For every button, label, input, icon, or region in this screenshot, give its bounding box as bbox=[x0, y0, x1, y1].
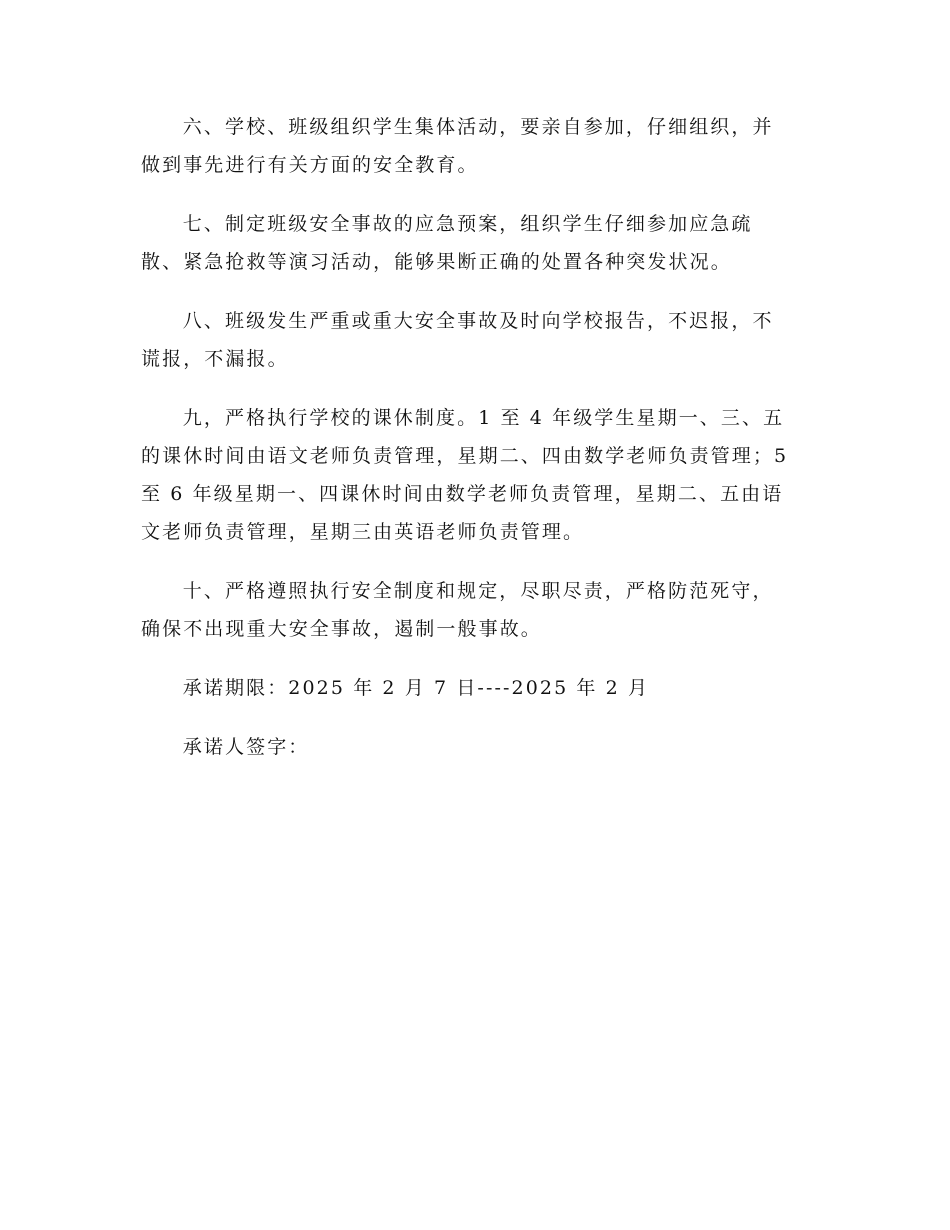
commitment-signature bbox=[141, 728, 809, 766]
paragraph-line: 散、紧急抢救等演习活动，能够果断正确的处置各种突发状况。 bbox=[141, 251, 732, 273]
commitment-period bbox=[141, 669, 809, 707]
document-body bbox=[141, 108, 809, 787]
paragraph-line: 十、严格遵照执行安全制度和规定，尽职尽责，严格防范死守， bbox=[182, 580, 774, 602]
paragraph-line: 确保不出现重大安全事故，遏制一般事故。 bbox=[141, 618, 542, 640]
paragraph-item-8 bbox=[141, 302, 809, 378]
paragraph-line: 七、制定班级安全事故的应急预案，组织学生仔细参加应急疏 bbox=[182, 213, 753, 235]
paragraph-line: 六、学校、班级组织学生集体活动，要亲自参加，仔细组织，并 bbox=[182, 116, 774, 138]
paragraph-item-6 bbox=[141, 108, 809, 184]
paragraph-item-9 bbox=[141, 399, 809, 551]
commitment-period-text: 承诺期限：2025 年 2 月 7 日----2025 年 2 月 bbox=[182, 677, 650, 699]
paragraph-line: 做到事先进行有关方面的安全教育。 bbox=[141, 154, 479, 176]
paragraph-line: 文老师负责管理，星期三由英语老师负责管理。 bbox=[141, 521, 585, 543]
paragraph-line: 的课休时间由语文老师负责管理，星期二、四由数学老师负责管理；5 bbox=[141, 445, 789, 467]
paragraph-item-7 bbox=[141, 205, 809, 281]
paragraph-line: 九，严格执行学校的课休制度。1 至 4 年级学生星期一、三、五 bbox=[182, 407, 785, 429]
paragraph-line: 八、班级发生严重或重大安全事故及时向学校报告，不迟报，不 bbox=[182, 310, 774, 332]
paragraph-item-10 bbox=[141, 572, 809, 648]
paragraph-line: 至 6 年级星期一、四课休时间由数学老师负责管理，星期二、五由语 bbox=[141, 483, 784, 505]
paragraph-line: 谎报，不漏报。 bbox=[141, 348, 289, 370]
signature-label: 承诺人签字： bbox=[182, 736, 310, 758]
